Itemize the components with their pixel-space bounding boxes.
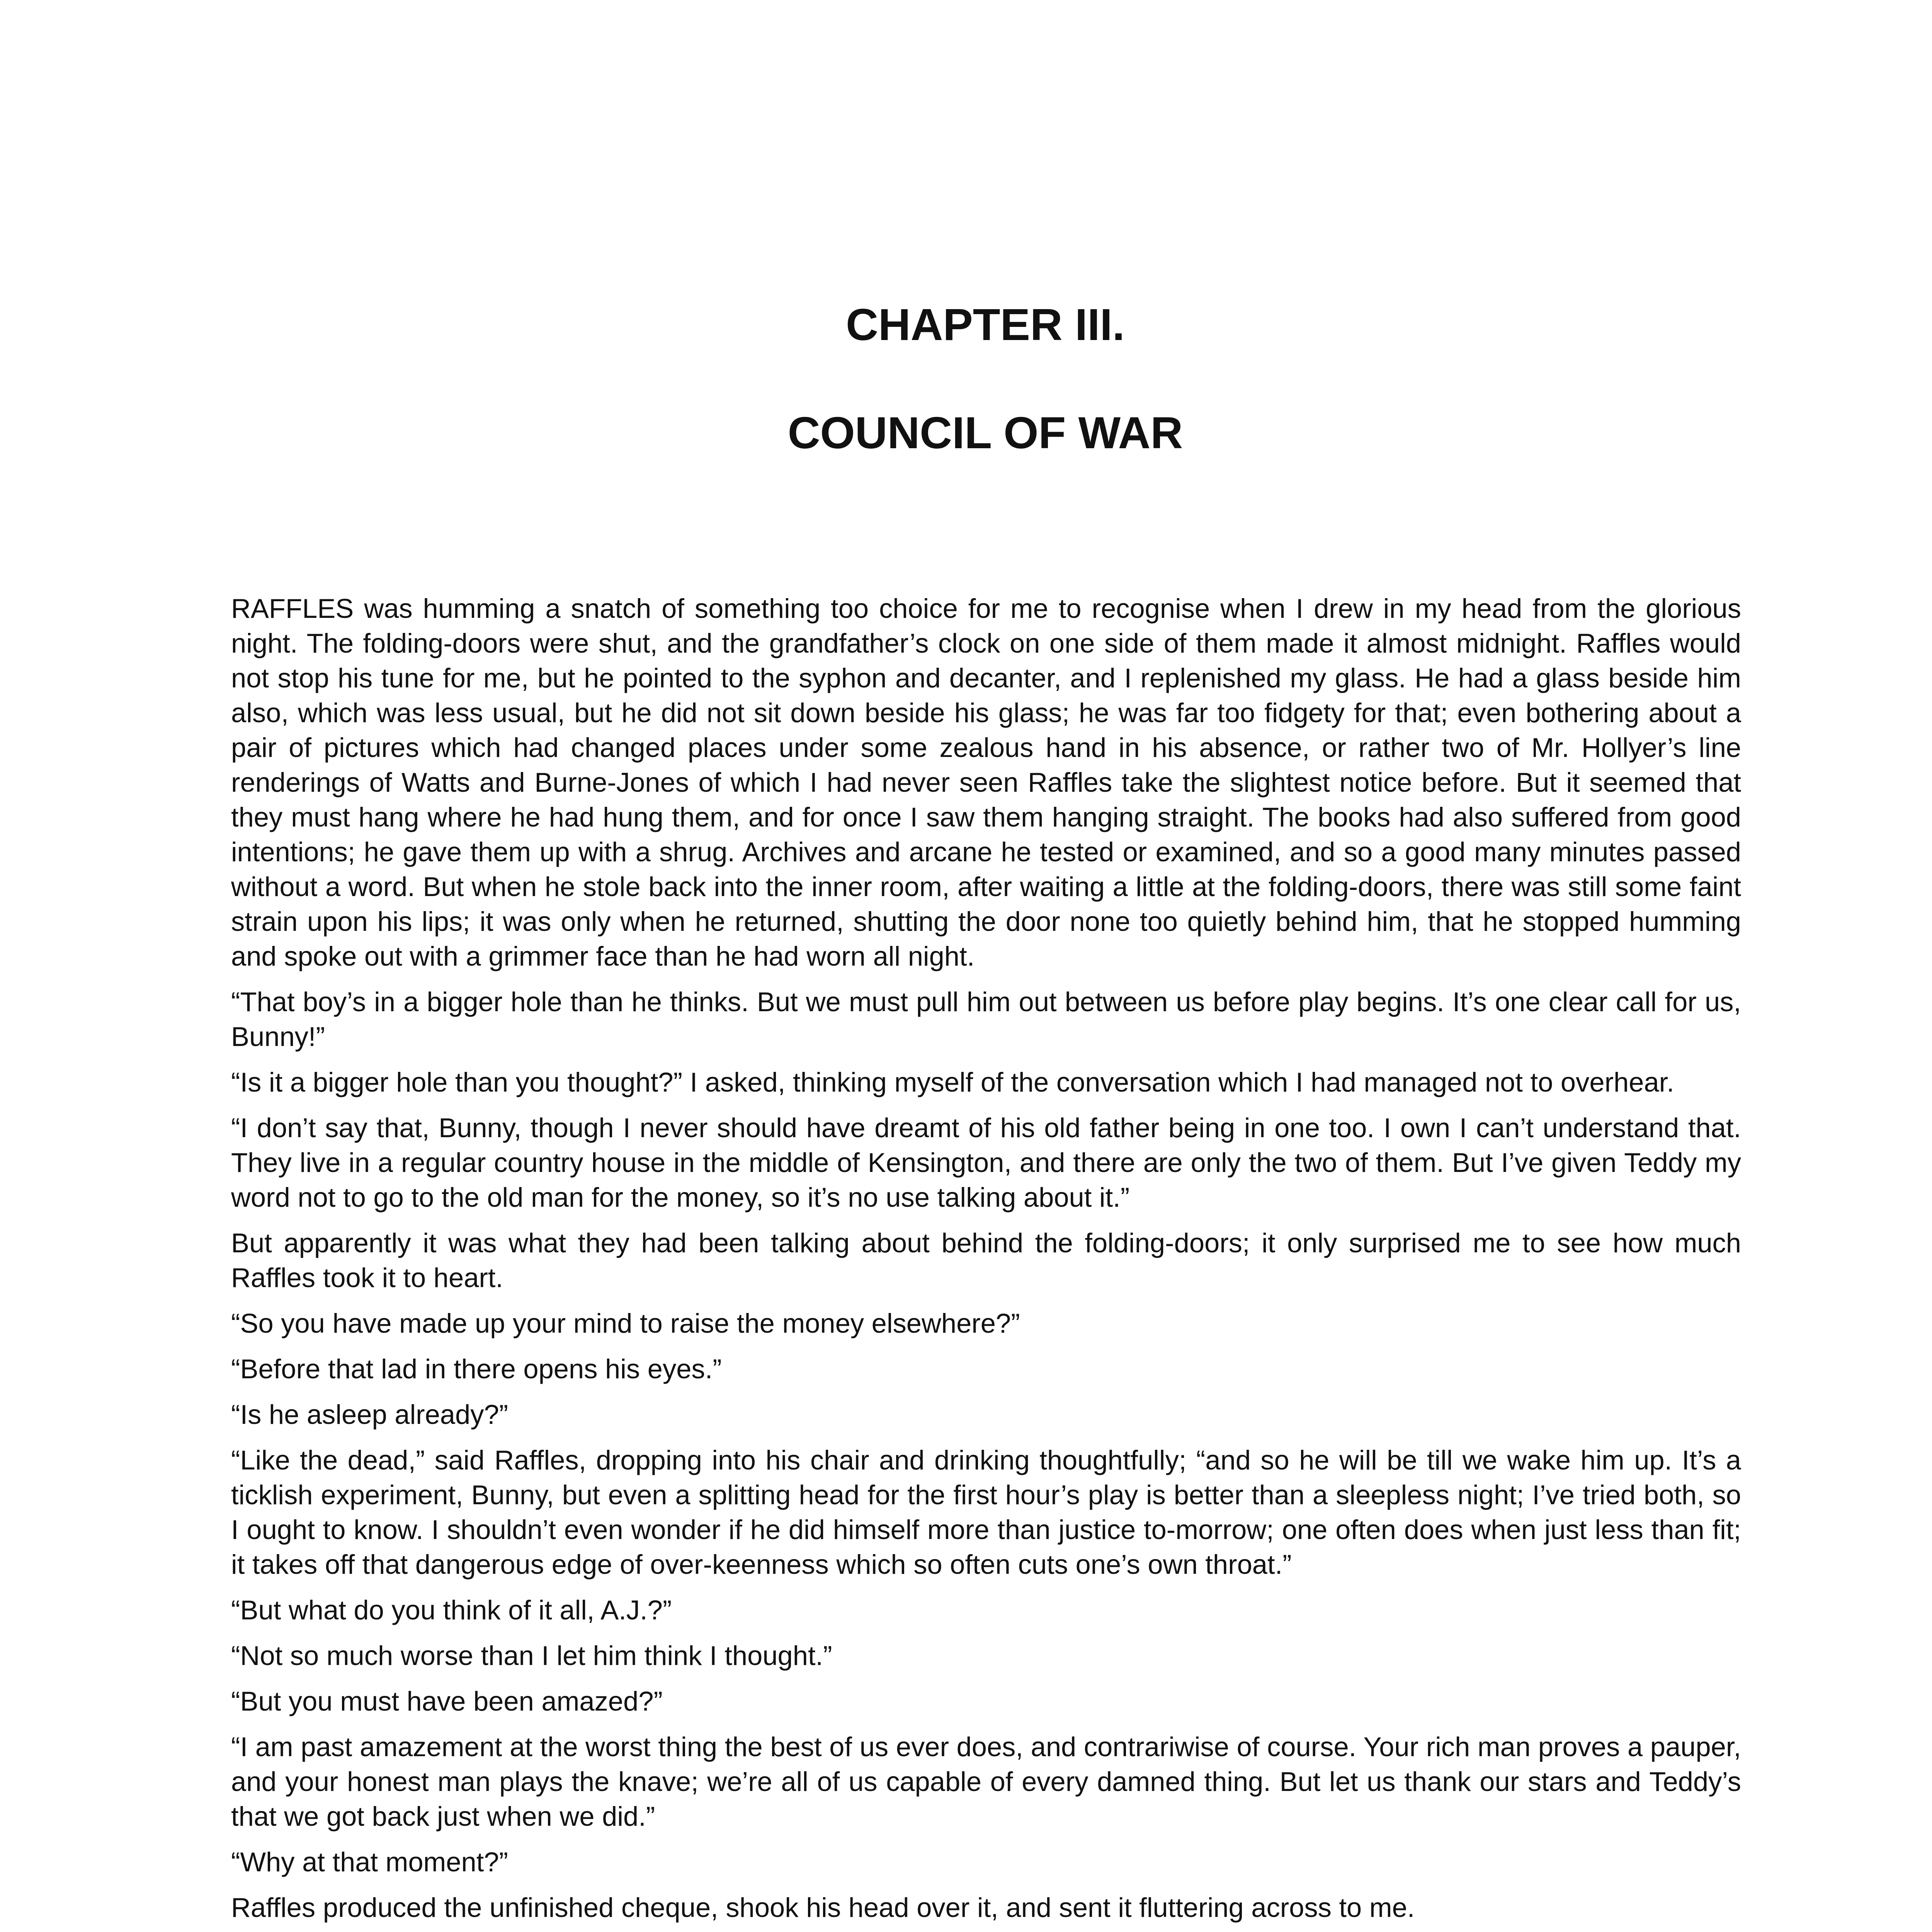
paragraph: But apparently it was what they had been talking about behind the folding-doors; it only surprised me to see how much Raffles took it to heart.	[231, 1228, 1741, 1293]
paragraph: “Before that lad in there opens his eyes.”	[231, 1354, 722, 1384]
chapter-body	[231, 591, 1741, 1932]
chapter-number: CHAPTER III.	[846, 299, 1125, 350]
paragraph: “Is it a bigger hole than you thought?” I asked, thinking myself of the conversation which I had managed not to overhear.	[231, 1067, 1674, 1097]
paragraph: “I am past amazement at the worst thing the best of us ever does, and contrariwise of course. Your rich man proves a pauper, and your honest man plays the knave; we’re all of us capable of every damned thing. But let us thank our stars and Teddy’s that we got back just when we did.”	[231, 1731, 1741, 1832]
paragraph: “So you have made up your mind to raise the money elsewhere?”	[231, 1308, 1020, 1338]
paragraph: Raffles produced the unfinished cheque, shook his head over it, and sent it fluttering across to me.	[231, 1892, 1415, 1923]
paragraph: “Not so much worse than I let him think I thought.”	[231, 1640, 832, 1671]
paragraph: “But you must have been amazed?”	[231, 1686, 663, 1716]
chapter-title: COUNCIL OF WAR	[787, 408, 1183, 458]
paragraph: “Why at that moment?”	[231, 1847, 508, 1877]
paragraph: “I don’t say that, Bunny, though I never should have dreamt of his old father being in one too. I own I can’t understand that. They live in a regular country house in the middle of Kensington, and there are only the two of them. But I’ve given Teddy my word not to go to the old man for the money, so it’s no use talking about it.”	[231, 1112, 1741, 1213]
paragraph: RAFFLES was humming a snatch of something too choice for me to recognise when I drew in my head from the glorious night. The folding-doors were shut, and the grandfather’s clock on one side of them made it almost midnight. Raffles would not stop his tune for me, but he pointed to the syphon and decanter, and I replenished my glass. He had a glass beside him also, which was less usual, but he did not sit down beside his glass; he was far too fidgety for that; even bothering about a pair of pictures which had changed places under some zealous hand in his absence, or rather two of Mr. Hollyer’s line renderings of Watts and Burne-Jones of which I had never seen Raffles take the slightest notice before. But it seemed that they must hang where he had hung them, and for once I saw them hanging straight. The books had also suffered from good intentions; he gave them up with a shrug. Archives and arcane he tested or examined, and so a good many minutes passed without a word. But when he stole back into the inner room, after waiting a little at the folding-doors, there was still some faint strain upon his lips; it was only when he returned, shutting the door none too quietly behind him, that he stopped humming and spoke out with a grimmer face than he had worn all night.	[231, 593, 1741, 971]
paragraph: “But what do you think of it all, A.J.?”	[231, 1595, 672, 1625]
paragraph: “Is he asleep already?”	[231, 1399, 509, 1430]
paragraph: “That boy’s in a bigger hole than he thinks. But we must pull him out between us before play begins. It’s one clear call for us, Bunny!”	[231, 986, 1741, 1052]
paragraph: “Like the dead,” said Raffles, dropping into his chair and drinking thoughtfully; “and so he will be till we wake him up. It’s a ticklish experiment, Bunny, but even a splitting head for the first hour’s play is better than a sleepless night; I’ve tried both, so I ought to know. I shouldn’t even wonder if he did himself more than justice to-morrow; one often does when just less than fit; it takes off that dangerous edge of over-keenness which so often cuts one’s own throat.”	[231, 1445, 1741, 1580]
